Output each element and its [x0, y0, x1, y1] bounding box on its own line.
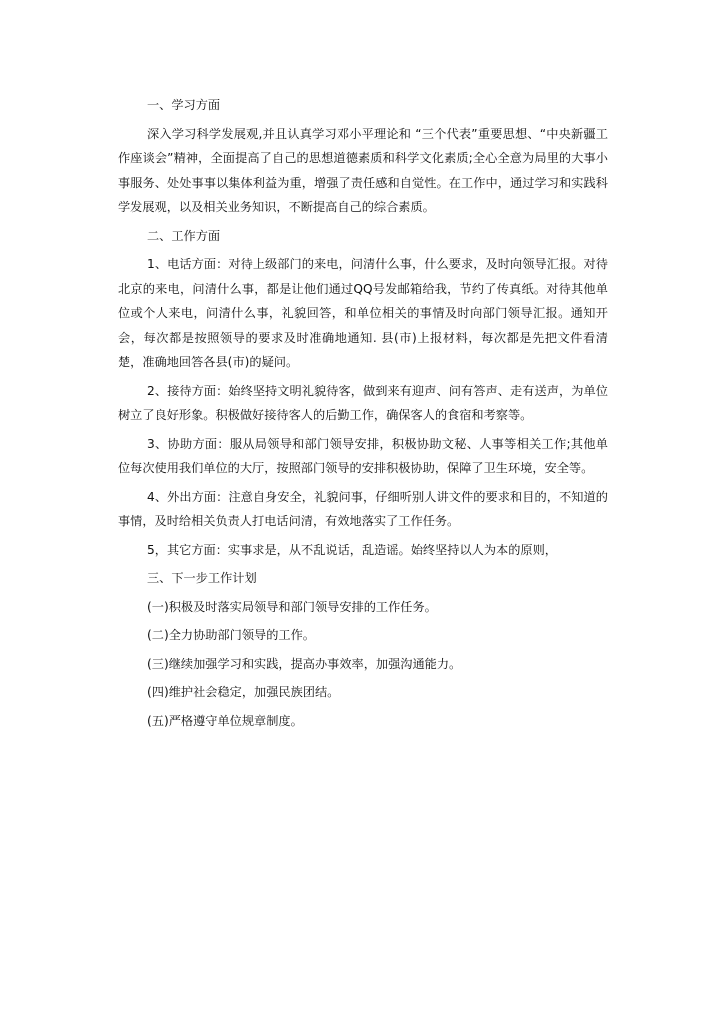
document-page: [118, 93, 608, 737]
work-item-phone: 1、电话方面：对待上级部门的来电，问清什么事，什么要求，及时向领导汇报。对待北京的来电，问清什么事，都是让他们通过QQ号发邮箱给我，节约了传真纸。对待其他单位或个人来电，问清什么事，礼貌回答，和单位相关的事情及时向部门领导汇报。通知开会，每次都是按照领导的要求及时准确地通知. 县(市)上报材料，每次都是先把文件看清楚，准确地回答各县(市)的疑问。: [118, 257, 608, 369]
work-item-assistance: 3、协助方面：服从局领导和部门领导安排，积极协助文秘、人事等相关工作;其他单位每次使用我们单位的大厅，按照部门领导的安排积极协助，保障了卫生环境，安全等。: [118, 436, 608, 475]
work-item-other: 5，其它方面：实事求是，从不乱说话，乱造谣。始终坚持以人为本的原则，: [147, 542, 557, 557]
plan-item-3: (三)继续加强学习和实践，提高办事效率，加强沟通能力。: [147, 656, 462, 671]
plan-item-1: (一)积极及时落实局领导和部门领导安排的工作任务。: [147, 599, 437, 614]
plan-item-4: (四)维护社会稳定，加强民族团结。: [147, 685, 340, 699]
work-item-outing: 4、外出方面：注意自身安全，礼貌问事，仔细听别人讲文件的要求和目的，不知道的事情，及时给相关负责人打电话问清，有效地落实了工作任务。: [118, 489, 608, 528]
section-heading-study: 一、学习方面: [147, 98, 221, 112]
study-paragraph: 深入学习科学发展观,并且认真学习邓小平理论和 “三个代表”重要思想、“中央新疆工作座谈会”精神，全面提高了自己的思想道德素质和科学文化素质;全心全意为局里的大事小事服务、处处事事以集体利益为重，增强了责任感和自觉性。在工作中，通过学习和实践科学发展观，以及相关业务知识，不断提高自己的综合素质。: [118, 126, 608, 214]
plan-item-5: (五)严格遵守单位规章制度。: [147, 713, 303, 728]
plan-item-2: (二)全力协助部门领导的工作。: [147, 628, 315, 642]
section-heading-plan: 三、下一步工作计划: [147, 571, 257, 585]
section-heading-work: 二、工作方面: [147, 228, 221, 243]
work-item-reception: 2、接待方面：始终坚持文明礼貌待客，做到来有迎声、问有答声、走有送声，为单位树立了良好形象。积极做好接待客人的后勤工作，确保客人的食宿和考察等。: [118, 383, 608, 422]
